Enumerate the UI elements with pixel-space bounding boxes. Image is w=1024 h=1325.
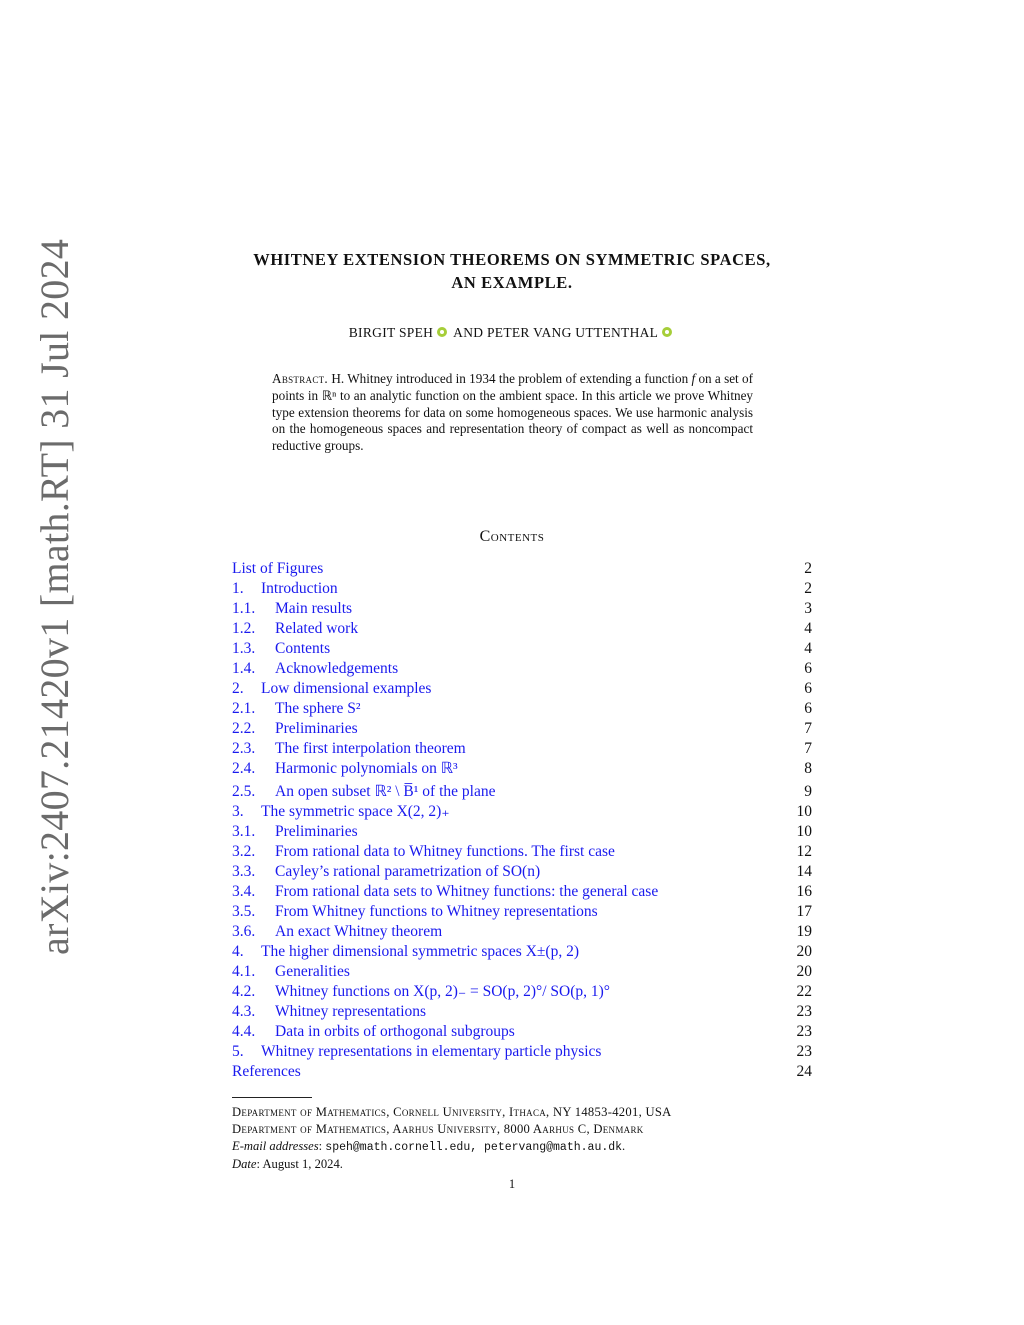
toc-entry[interactable] bbox=[232, 982, 812, 1002]
date-value: August 1, 2024. bbox=[262, 1157, 343, 1171]
toc-entry-title[interactable]: References bbox=[232, 1063, 301, 1080]
footnotes bbox=[232, 1104, 832, 1173]
toc-entry-page: 22 bbox=[796, 983, 812, 1000]
table-of-contents bbox=[232, 559, 812, 1082]
toc-entry-number[interactable]: 3.5. bbox=[232, 903, 256, 920]
toc-entry[interactable] bbox=[232, 842, 812, 862]
toc-entry[interactable] bbox=[232, 1062, 812, 1082]
toc-entry-title[interactable]: Acknowledgements bbox=[275, 660, 399, 677]
toc-entry-title[interactable]: Generalities bbox=[275, 963, 350, 980]
toc-entry-page: 24 bbox=[796, 1063, 812, 1080]
toc-entry-title[interactable]: Contents bbox=[275, 640, 331, 657]
toc-entry-number[interactable]: 4.1. bbox=[232, 963, 256, 980]
toc-entry-title[interactable]: The symmetric space X(2, 2)₊ bbox=[261, 803, 450, 820]
toc-entry[interactable] bbox=[232, 962, 812, 982]
abstract bbox=[272, 371, 753, 455]
toc-entry-page: 23 bbox=[796, 1043, 812, 1060]
toc-entry-number[interactable]: 2.4. bbox=[232, 760, 256, 777]
toc-entry-page: 10 bbox=[796, 823, 812, 840]
toc-entry-number[interactable]: 1.4. bbox=[232, 660, 256, 677]
paper-title bbox=[0, 248, 1024, 294]
toc-entry-page: 20 bbox=[796, 943, 812, 960]
toc-entry-page: 7 bbox=[804, 740, 812, 757]
toc-entry-page: 10 bbox=[796, 803, 812, 820]
abstract-label: Abstract. bbox=[272, 371, 329, 386]
footnote-divider bbox=[232, 1097, 312, 1098]
toc-entry[interactable] bbox=[232, 599, 812, 619]
toc-entry[interactable] bbox=[232, 699, 812, 719]
toc-entry-title[interactable]: From rational data sets to Whitney functions: the general case bbox=[275, 883, 659, 900]
toc-entry[interactable] bbox=[232, 679, 812, 699]
toc-entry-page: 12 bbox=[796, 843, 812, 860]
toc-entry-page: 6 bbox=[804, 680, 812, 697]
toc-entry-title[interactable]: List of Figures bbox=[232, 560, 324, 577]
toc-entry-number[interactable]: 3.3. bbox=[232, 863, 256, 880]
toc-entry-number[interactable]: 5. bbox=[232, 1043, 244, 1060]
toc-entry-page: 7 bbox=[804, 720, 812, 737]
affiliation-1: Department of Mathematics, Cornell University, Ithaca, NY 14853-4201, USA bbox=[232, 1105, 672, 1119]
date-label: Date bbox=[232, 1157, 257, 1171]
toc-entry-number[interactable]: 2. bbox=[232, 680, 244, 697]
toc-entry-title[interactable]: Cayley’s rational parametrization of SO(n) bbox=[275, 863, 541, 880]
toc-entry[interactable] bbox=[232, 779, 812, 802]
toc-entry-page: 4 bbox=[804, 620, 812, 637]
toc-entry-page: 8 bbox=[804, 760, 812, 777]
toc-entry[interactable] bbox=[232, 902, 812, 922]
toc-entry[interactable] bbox=[232, 639, 812, 659]
toc-entry-number[interactable]: 2.5. bbox=[232, 783, 256, 800]
toc-entry-page: 23 bbox=[796, 1023, 812, 1040]
toc-entry-number[interactable]: 4. bbox=[232, 943, 244, 960]
toc-entry-number[interactable]: 1. bbox=[232, 580, 244, 597]
toc-entry[interactable] bbox=[232, 1002, 812, 1022]
toc-entry[interactable] bbox=[232, 862, 812, 882]
toc-entry-title[interactable]: Preliminaries bbox=[275, 823, 358, 840]
toc-entry-title[interactable]: From Whitney functions to Whitney representations bbox=[275, 903, 598, 920]
toc-entry-title[interactable]: Whitney representations in elementary particle physics bbox=[261, 1043, 602, 1060]
toc-entry-title[interactable]: Low dimensional examples bbox=[261, 680, 432, 697]
toc-entry-number[interactable]: 3.6. bbox=[232, 923, 256, 940]
author-connector: AND bbox=[453, 325, 484, 340]
author-1: BIRGIT SPEH bbox=[348, 325, 434, 340]
author-2: PETER VANG UTTENTHAL bbox=[486, 325, 659, 340]
toc-entry-number[interactable]: 1.3. bbox=[232, 640, 256, 657]
toc-entry-page: 6 bbox=[804, 660, 812, 677]
toc-entry[interactable] bbox=[232, 719, 812, 739]
toc-entry[interactable] bbox=[232, 559, 812, 579]
contents-heading: Contents bbox=[479, 528, 545, 545]
toc-entry-page: 3 bbox=[804, 600, 812, 617]
toc-entry-title[interactable]: Whitney functions on X(p, 2)₋ = SO(p, 2)°/ SO(p, 1)° bbox=[275, 983, 610, 1000]
title-line-2: AN EXAMPLE. bbox=[451, 273, 573, 292]
toc-entry-page: 17 bbox=[796, 903, 812, 920]
toc-entry-number[interactable]: 1.1. bbox=[232, 600, 256, 617]
toc-entry-number[interactable]: 4.2. bbox=[232, 983, 256, 1000]
toc-entry-page: 4 bbox=[804, 640, 812, 657]
toc-entry[interactable] bbox=[232, 922, 812, 942]
toc-entry-number[interactable]: 3.2. bbox=[232, 843, 256, 860]
toc-entry[interactable] bbox=[232, 659, 812, 679]
toc-entry-number[interactable]: 4.3. bbox=[232, 1003, 256, 1020]
toc-entry-title[interactable]: Preliminaries bbox=[275, 720, 358, 737]
toc-entry-title[interactable]: An exact Whitney theorem bbox=[275, 923, 443, 940]
toc-entry-title[interactable]: Related work bbox=[275, 620, 359, 637]
toc-entry[interactable] bbox=[232, 822, 812, 842]
toc-entry[interactable] bbox=[232, 619, 812, 639]
toc-entry[interactable] bbox=[232, 739, 812, 759]
toc-entry-page: 23 bbox=[796, 1003, 812, 1020]
affiliation-2: Department of Mathematics, Aarhus University, 8000 Aarhus C, Denmark bbox=[232, 1122, 644, 1136]
email-addresses[interactable]: speh@math.cornell.edu, petervang@math.au.dk bbox=[325, 1141, 623, 1154]
date-line: Date: August 1, 2024. bbox=[232, 1157, 343, 1171]
toc-entry-number[interactable]: 1.2. bbox=[232, 620, 256, 637]
abstract-text-c: to an analytic function on the ambient space. In this article we prove Whitney type extension theorems for data on some homogeneous spaces. We use harmonic analysis on the homogeneous spaces and representation theory of compact as well as noncompact reductive groups. bbox=[272, 387, 754, 454]
toc-entry[interactable] bbox=[232, 579, 812, 599]
toc-entry-title[interactable]: Harmonic polynomials on ℝ³ bbox=[275, 760, 458, 777]
toc-entry-number[interactable]: 2.2. bbox=[232, 720, 256, 737]
email-label: E-mail addresses bbox=[232, 1139, 319, 1153]
toc-entry[interactable] bbox=[232, 759, 812, 779]
toc-entry-number[interactable]: 2.1. bbox=[232, 700, 256, 717]
orcid-icon[interactable] bbox=[437, 327, 447, 337]
toc-entry-number[interactable]: 3.4. bbox=[232, 883, 256, 900]
toc-entry-title[interactable]: Whitney representations bbox=[275, 1003, 427, 1020]
title-line-1: WHITNEY EXTENSION THEOREMS ON SYMMETRIC SPACES, bbox=[253, 250, 771, 269]
toc-entry-title[interactable]: Main results bbox=[275, 600, 353, 617]
toc-entry-title[interactable]: Introduction bbox=[261, 580, 338, 597]
abstract-math-rn: ℝⁿ bbox=[321, 387, 337, 403]
toc-entry-title[interactable]: From rational data to Whitney functions. The first case bbox=[275, 843, 615, 860]
toc-entry-title[interactable]: An open subset ℝ² \ B̅¹ of the plane bbox=[275, 783, 496, 800]
toc-entry-page: 14 bbox=[796, 863, 812, 880]
arxiv-stamp: arXiv:2407.21420v1 [math.RT] 31 Jul 2024 bbox=[32, 238, 77, 955]
toc-entry-page: 9 bbox=[804, 783, 812, 800]
email-line: E-mail addresses: speh@math.cornell.edu, petervang@math.au.dk. bbox=[232, 1139, 626, 1154]
page-number: 1 bbox=[508, 1177, 516, 1191]
toc-entry-page: 2 bbox=[804, 560, 812, 577]
toc-entry-title[interactable]: The sphere S² bbox=[275, 700, 361, 717]
toc-entry-number[interactable]: 2.3. bbox=[232, 740, 256, 757]
toc-entry[interactable] bbox=[232, 942, 812, 962]
authors bbox=[0, 325, 1024, 341]
toc-entry-page: 16 bbox=[796, 883, 812, 900]
toc-entry-title[interactable]: Data in orbits of orthogonal subgroups bbox=[275, 1023, 515, 1040]
toc-entry-page: 2 bbox=[804, 580, 812, 597]
toc-entry-page: 6 bbox=[804, 700, 812, 717]
toc-entry-number[interactable]: 3. bbox=[232, 803, 244, 820]
abstract-var-f: f bbox=[691, 371, 696, 386]
toc-entry[interactable] bbox=[232, 802, 812, 822]
toc-entry[interactable] bbox=[232, 1042, 812, 1062]
toc-entry-number[interactable]: 4.4. bbox=[232, 1023, 256, 1040]
toc-entry-title[interactable]: The higher dimensional symmetric spaces X±(p, 2) bbox=[261, 943, 579, 960]
abstract-text-b: on a set of points in bbox=[272, 371, 754, 403]
orcid-icon[interactable] bbox=[662, 327, 672, 337]
toc-entry-number[interactable]: 3.1. bbox=[232, 823, 256, 840]
toc-entry[interactable] bbox=[232, 882, 812, 902]
abstract-text-a: H. Whitney introduced in 1934 the problem of extending a function bbox=[331, 371, 689, 386]
toc-entry-page: 20 bbox=[796, 963, 812, 980]
toc-entry-title[interactable]: The first interpolation theorem bbox=[275, 740, 466, 757]
toc-entry[interactable] bbox=[232, 1022, 812, 1042]
toc-entry-page: 19 bbox=[796, 923, 812, 940]
